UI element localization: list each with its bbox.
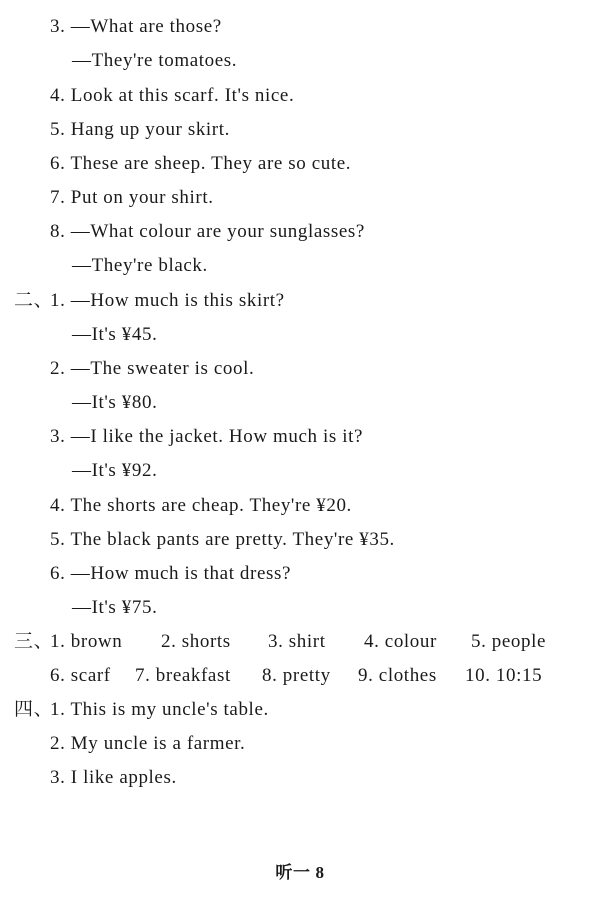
answer-line: 6. —How much is that dress? [50,563,291,584]
answer-line: —It's ¥92. [72,460,158,481]
answer-line: 4. The shorts are cheap. They're ¥20. [50,495,352,516]
word-answer: 2. shorts [161,631,231,652]
answer-line: 4. Look at this scarf. It's nice. [50,85,295,106]
word-answer: 6. scarf [50,665,111,686]
word-answer: 5. people [471,631,547,652]
answer-line: —It's ¥45. [72,324,158,345]
word-answer: 10. 10:15 [465,665,543,686]
word-answer: 4. colour [364,631,437,652]
answer-line: 3. —What are those? [50,16,222,37]
answer-line: 7. Put on your shirt. [50,187,214,208]
answer-line: —They're tomatoes. [72,50,238,71]
page-number: 听一 8 [275,863,325,882]
answer-line: 1. —How much is this skirt? [50,290,285,311]
answer-line: 2. —The sweater is cool. [50,358,255,379]
answer-line: —It's ¥75. [72,597,158,618]
answer-line: 2. My uncle is a farmer. [50,733,246,754]
answer-line: 8. —What colour are your sunglasses? [50,221,365,242]
word-answer-row [0,630,600,654]
word-answer: 3. shirt [268,631,326,652]
answer-line: 3. —I like the jacket. How much is it? [50,426,364,447]
answer-line: 3. I like apples. [50,767,177,788]
word-answer: 7. breakfast [135,665,231,686]
word-answer: 8. pretty [262,665,331,686]
answer-line: 6. These are sheep. They are so cute. [50,153,352,174]
section-marker: 三、 [14,631,54,652]
word-answer-row [0,664,600,688]
answer-line: 5. Hang up your skirt. [50,119,230,140]
section-marker: 四、 [14,699,54,720]
answer-line: —It's ¥80. [72,392,158,413]
answer-line: 1. This is my uncle's table. [50,699,269,720]
word-answer: 9. clothes [358,665,437,686]
answer-line: 5. The black pants are pretty. They're ¥35. [50,529,395,550]
section-marker: 二、 [14,290,54,311]
word-answer: 1. brown [50,631,123,652]
answer-line: —They're black. [72,255,208,276]
